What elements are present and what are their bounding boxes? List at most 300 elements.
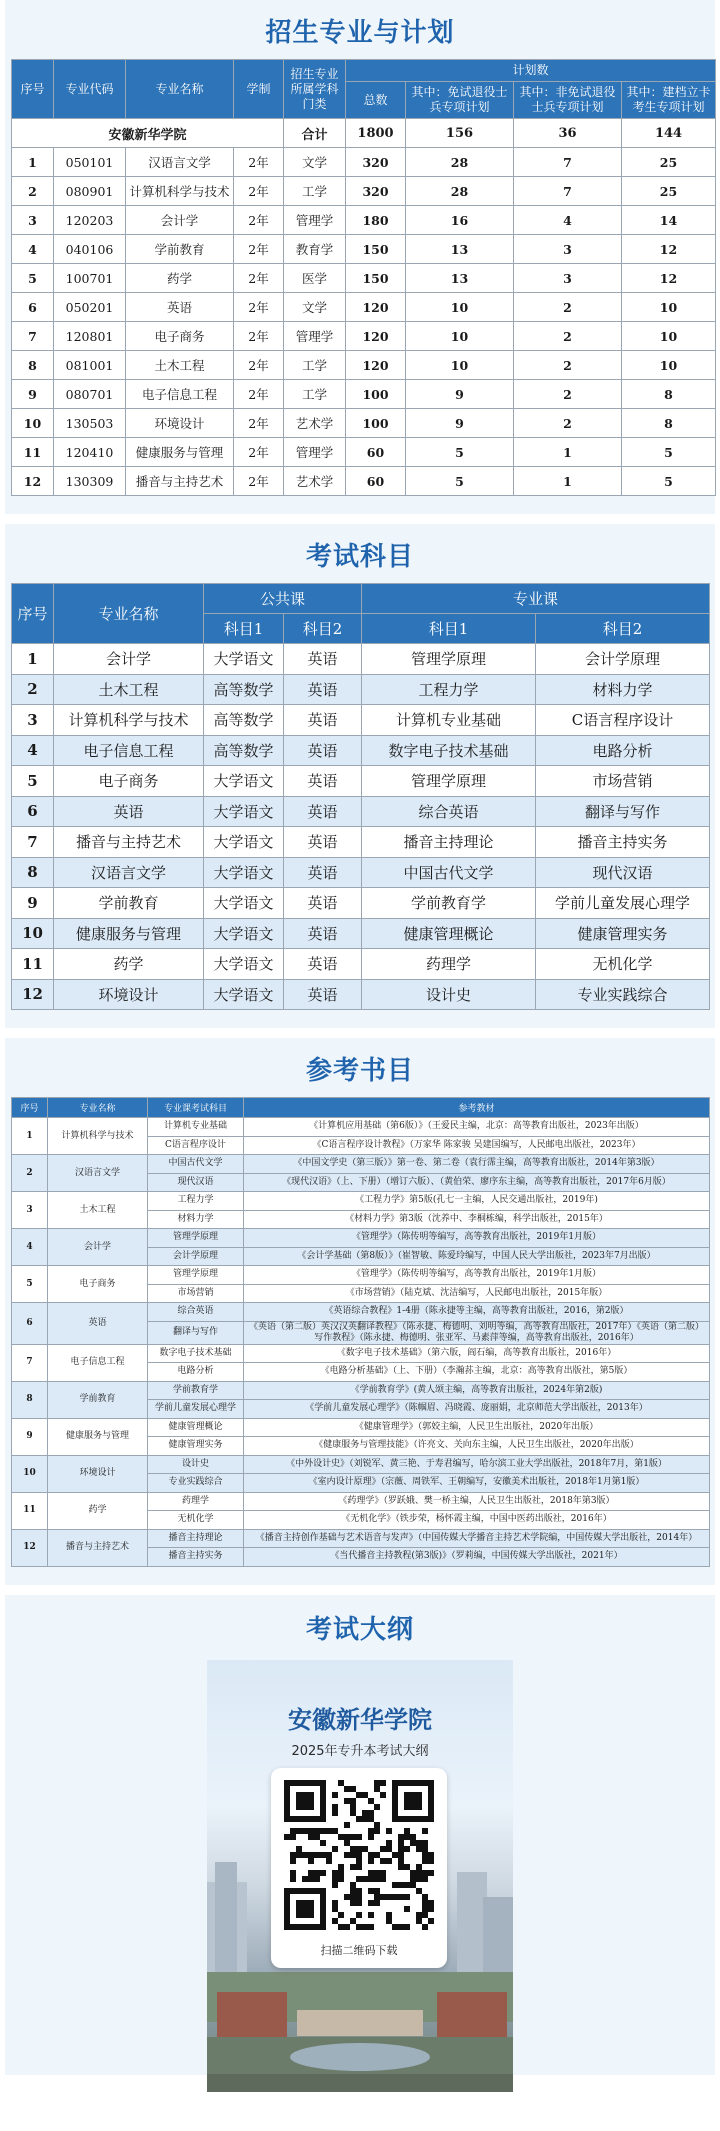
reference-book: 《中外设计史》（刘锐军、黄三艳、于寿君编写，哈尔滨工业大学出版社，2018年7月，第1版） [244,1455,710,1474]
row-no: 12 [12,979,54,1010]
row-no: 2 [12,1155,48,1192]
major-name: 汉语言文学 [54,857,204,888]
major-code: 081001 [54,351,126,380]
reference-book: 《C语言程序设计教程》（万家华 陈家骏 吴建国编写，人民邮电出版社，2023年） [244,1136,710,1155]
header-public: 公共课 [204,584,362,614]
reference-book: 《药理学》（罗跃娥、樊一桥主编，人民卫生出版社，2018年第3版） [244,1492,710,1511]
table-row [12,766,710,797]
exam-subject: 计算机专业基础 [148,1118,244,1137]
row-no: 6 [12,293,54,322]
table-row [12,949,710,980]
major-name: 会计学 [48,1229,148,1266]
table-row [12,1303,710,1322]
exam-subject: 设计史 [148,1455,244,1474]
header-book: 参考教材 [244,1098,710,1118]
row-no: 2 [12,674,54,705]
major-subject-2: 健康管理实务 [536,918,710,949]
total-c3: 144 [622,119,716,148]
major-subject-2: 电路分析 [536,735,710,766]
row-no: 11 [12,438,54,467]
exam-subject: 播音主持理论 [148,1529,244,1548]
exam-subject: 健康管理概论 [148,1418,244,1437]
table-row [12,827,710,858]
plan-total: 120 [346,293,406,322]
header-plan: 计划数 [346,60,716,82]
public-subject-2: 英语 [284,918,362,949]
table-row [12,177,716,206]
major-name: 学前教育 [126,235,234,264]
exam-subjects-title: 考试科目 [305,542,414,572]
table-row [12,857,710,888]
header-duration: 学制 [234,60,284,119]
major-subject-1: 管理学原理 [362,766,536,797]
major-name: 学前教育 [48,1381,148,1418]
major-name: 英语 [126,293,234,322]
table-row [12,1266,710,1285]
poster-subtitle: 2025年专升本考试大纲 [291,1743,429,1759]
exam-subject: 播音主持实务 [148,1548,244,1567]
exam-subject: 数字电子技术基础 [148,1344,244,1363]
major-name: 药学 [54,949,204,980]
row-no: 6 [12,796,54,827]
exam-subject: 电路分析 [148,1363,244,1382]
major-code: 080901 [54,177,126,206]
header-major: 专业课 [362,584,710,614]
row-no: 10 [12,1455,48,1492]
header-major-s2: 科目2 [536,614,710,644]
category: 文学 [284,148,346,177]
major-subject-2: 市场营销 [536,766,710,797]
plan-c3: 25 [622,148,716,177]
plan-c3: 14 [622,206,716,235]
major-name: 播音与主持艺术 [48,1529,148,1566]
major-subject-2: 现代汉语 [536,857,710,888]
reference-book: 《英语综合教程》1-4册（陈永捷等主编，高等教育出版社，2016，第2版） [244,1303,710,1322]
enrollment-plan-title: 招生专业与计划 [265,18,455,48]
reference-book: 《学前教育学》(黄人颂主编，高等教育出版社，2024年第2版) [244,1381,710,1400]
header-no: 序号 [12,60,54,119]
table-row [12,467,716,496]
public-subject-1: 大学语文 [204,796,284,827]
exam-subject: 会计学原理 [148,1247,244,1266]
plan-c2: 2 [514,380,622,409]
major-code: 080701 [54,380,126,409]
plan-c1: 13 [406,264,514,293]
row-no: 10 [12,409,54,438]
plan-total: 150 [346,264,406,293]
public-subject-2: 英语 [284,705,362,736]
outline-poster[interactable] [207,1660,513,2092]
public-subject-2: 英语 [284,827,362,858]
plan-c1: 28 [406,177,514,206]
plan-c1: 9 [406,409,514,438]
row-no: 7 [12,322,54,351]
row-no: 12 [12,467,54,496]
major-subject-2: 会计学原理 [536,644,710,675]
table-row [12,293,716,322]
row-no: 8 [12,1381,48,1418]
duration: 2年 [234,148,284,177]
public-subject-1: 大学语文 [204,888,284,919]
header-category: 招生专业所属学科门类 [284,60,346,119]
table-row [12,409,716,438]
major-name: 汉语言文学 [48,1155,148,1192]
category: 管理学 [284,206,346,235]
category: 文学 [284,293,346,322]
duration: 2年 [234,293,284,322]
qr-code-icon[interactable] [284,1780,434,1930]
table-row [12,235,716,264]
major-subject-1: 工程力学 [362,674,536,705]
reference-book: 《学前儿童发展心理学》（陈帼眉、冯晓霞、庞丽娟，北京师范大学出版社，2013年） [244,1400,710,1419]
row-no: 12 [12,1529,48,1566]
row-no: 6 [12,1303,48,1345]
public-subject-1: 高等数学 [204,735,284,766]
table-row [12,380,716,409]
major-name: 电子信息工程 [54,735,204,766]
major-name: 土木工程 [126,351,234,380]
reference-book: 《健康管理学》（郭姣主编，人民卫生出版社，2020年出版） [244,1418,710,1437]
row-no: 1 [12,148,54,177]
reference-book: 《播音主持创作基础与艺术语音与发声》（中国传媒大学播音主持艺术学院编，中国传媒大学出版社，2014年） [244,1529,710,1548]
plan-c3: 10 [622,322,716,351]
row-no: 1 [12,644,54,675]
exam-subject: 药理学 [148,1492,244,1511]
exam-subject: 综合英语 [148,1303,244,1322]
row-no: 11 [12,1492,48,1529]
public-subject-2: 英语 [284,766,362,797]
public-subject-2: 英语 [284,796,362,827]
public-subject-2: 英语 [284,674,362,705]
public-subject-1: 高等数学 [204,705,284,736]
table-row [12,1155,710,1174]
major-subject-1: 计算机专业基础 [362,705,536,736]
public-subject-1: 高等数学 [204,674,284,705]
reference-book: 《管理学》（陈传明等编写，高等教育出版社，2019年1月版） [244,1266,710,1285]
major-name: 土木工程 [54,674,204,705]
row-no: 8 [12,351,54,380]
public-subject-1: 大学语文 [204,949,284,980]
major-name: 计算机科学与技术 [48,1118,148,1155]
major-name: 汉语言文学 [126,148,234,177]
major-name: 播音与主持艺术 [126,467,234,496]
plan-c3: 5 [622,438,716,467]
table-row [12,264,716,293]
major-name: 电子信息工程 [126,380,234,409]
major-code: 050201 [54,293,126,322]
major-name: 药学 [48,1492,148,1529]
row-no: 11 [12,949,54,980]
major-subject-1: 综合英语 [362,796,536,827]
reference-book: 《室内设计原理》（宗薇、周铁军、王朝编写，安徽美术出版社，2018年1月第1版） [244,1474,710,1493]
header-code: 专业代码 [54,60,126,119]
major-subject-1: 学前教育学 [362,888,536,919]
major-name: 健康服务与管理 [48,1418,148,1455]
exam-subject: 翻译与写作 [148,1321,244,1344]
total-row [12,119,716,148]
reference-books-title: 参考书目 [305,1056,414,1086]
row-no: 7 [12,1344,48,1381]
school-name: 安徽新华学院 [12,119,284,148]
major-name: 会计学 [54,644,204,675]
reference-books-table [11,1097,710,1567]
public-subject-2: 英语 [284,949,362,980]
table-row [12,1455,710,1474]
plan-c2: 1 [514,438,622,467]
table-row [12,644,710,675]
public-subject-1: 大学语文 [204,979,284,1010]
major-code: 120410 [54,438,126,467]
table-row [12,1118,710,1137]
reference-book: 《会计学基础（第8版）》（崔智敏、陈爱玲编写，中国人民大学出版社，2023年7月出版） [244,1247,710,1266]
major-name: 健康服务与管理 [54,918,204,949]
major-code: 120203 [54,206,126,235]
row-no: 9 [12,1418,48,1455]
plan-c3: 10 [622,293,716,322]
major-subject-2: 专业实践综合 [536,979,710,1010]
major-name: 电子商务 [54,766,204,797]
total-c2: 36 [514,119,622,148]
category: 管理学 [284,438,346,467]
enrollment-plan-table [11,59,716,496]
reference-book: 《现代汉语》（上、下册）（增订六版）、（黄伯荣、廖序东主编，高等教育出版社，2017年6月版） [244,1173,710,1192]
plan-c2: 2 [514,322,622,351]
major-code: 050101 [54,148,126,177]
plan-total: 60 [346,438,406,467]
public-subject-2: 英语 [284,979,362,1010]
table-row [12,148,716,177]
category: 艺术学 [284,467,346,496]
table-row [12,705,710,736]
plan-c3: 25 [622,177,716,206]
plan-c1: 10 [406,322,514,351]
duration: 2年 [234,380,284,409]
table-row [12,438,716,467]
public-subject-1: 大学语文 [204,766,284,797]
reference-book: 《电路分析基础》（上、下册）（李瀚荪主编，北京：高等教育出版社，第5版） [244,1363,710,1382]
row-no: 10 [12,918,54,949]
reference-book: 《市场营销》（陆克斌、沈洁编写，人民邮电出版社，2015年版） [244,1284,710,1303]
reference-book: 《计算机应用基础（第6版）》（王爱民主编，北京：高等教育出版社，2023年出版） [244,1118,710,1137]
major-subject-2: 材料力学 [536,674,710,705]
table-row [12,1529,710,1548]
major-subject-1: 健康管理概论 [362,918,536,949]
table-row [12,796,710,827]
major-subject-1: 管理学原理 [362,644,536,675]
row-no: 5 [12,264,54,293]
plan-c1: 16 [406,206,514,235]
major-code: 100701 [54,264,126,293]
public-subject-1: 大学语文 [204,644,284,675]
exam-subject: 管理学原理 [148,1266,244,1285]
reference-book: 《数字电子技术基础》（第六版，阎石编，高等教育出版社，2016年） [244,1344,710,1363]
major-subject-1: 播音主持理论 [362,827,536,858]
poster-title: 安徽新华学院 [288,1705,432,1734]
reference-book: 《无机化学》（铁步荣，杨怀霞主编，中国中医药出版社，2016年） [244,1511,710,1530]
category: 工学 [284,380,346,409]
plan-c1: 13 [406,235,514,264]
table-row [12,735,710,766]
major-name: 土木工程 [48,1192,148,1229]
table-row [12,979,710,1010]
plan-c1: 5 [406,467,514,496]
table-row [12,918,710,949]
plan-c3: 12 [622,235,716,264]
plan-c2: 3 [514,235,622,264]
major-name: 电子信息工程 [48,1344,148,1381]
major-name: 计算机科学与技术 [54,705,204,736]
major-code: 040106 [54,235,126,264]
major-name: 电子商务 [126,322,234,351]
header-c1: 其中：免试退役士兵专项计划 [406,82,514,119]
plan-c2: 3 [514,264,622,293]
row-no: 3 [12,1192,48,1229]
duration: 2年 [234,206,284,235]
total-all: 1800 [346,119,406,148]
table-row [12,206,716,235]
exam-subject: 中国古代文学 [148,1155,244,1174]
exam-outline-section [5,1595,715,2075]
row-no: 1 [12,1118,48,1155]
public-subject-2: 英语 [284,735,362,766]
major-subject-1: 中国古代文学 [362,857,536,888]
exam-subject: 现代汉语 [148,1173,244,1192]
exam-subject: 工程力学 [148,1192,244,1211]
plan-total: 120 [346,351,406,380]
category: 医学 [284,264,346,293]
plan-total: 150 [346,235,406,264]
major-code: 130503 [54,409,126,438]
category: 工学 [284,351,346,380]
plan-total: 120 [346,322,406,351]
table-row [12,1492,710,1511]
public-subject-2: 英语 [284,888,362,919]
major-name: 药学 [126,264,234,293]
plan-total: 320 [346,148,406,177]
reference-book: 《管理学》（陈传明等编写，高等教育出版社，2019年1月版） [244,1229,710,1248]
exam-subject: 学前教育学 [148,1381,244,1400]
enrollment-plan-section [5,0,715,514]
table-row [12,1192,710,1211]
duration: 2年 [234,264,284,293]
public-subject-1: 大学语文 [204,918,284,949]
duration: 2年 [234,438,284,467]
row-no: 4 [12,235,54,264]
table-row [12,1418,710,1437]
major-subject-2: 播音主持实务 [536,827,710,858]
duration: 2年 [234,177,284,206]
exam-subject: 市场营销 [148,1284,244,1303]
exam-subjects-section [5,524,715,1028]
table-row [12,888,710,919]
plan-total: 320 [346,177,406,206]
reference-book: 《工程力学》第5版(孔七一主编，人民交通出版社，2019年) [244,1192,710,1211]
header-no: 序号 [12,584,54,644]
plan-c2: 4 [514,206,622,235]
plan-c2: 2 [514,351,622,380]
row-no: 5 [12,766,54,797]
exam-subject: 管理学原理 [148,1229,244,1248]
plan-c1: 10 [406,293,514,322]
major-name: 环境设计 [48,1455,148,1492]
row-no: 9 [12,888,54,919]
public-subject-2: 英语 [284,857,362,888]
table-row [12,674,710,705]
header-public-s1: 科目1 [204,614,284,644]
public-subject-1: 大学语文 [204,827,284,858]
duration: 2年 [234,322,284,351]
plan-c2: 2 [514,293,622,322]
major-subject-2: 学前儿童发展心理学 [536,888,710,919]
major-subject-2: 无机化学 [536,949,710,980]
major-name: 环境设计 [54,979,204,1010]
plan-c3: 8 [622,380,716,409]
header-c3: 其中：建档立卡考生专项计划 [622,82,716,119]
table-row [12,351,716,380]
plan-c2: 2 [514,409,622,438]
major-subject-1: 数字电子技术基础 [362,735,536,766]
major-name: 播音与主持艺术 [54,827,204,858]
row-no: 3 [12,206,54,235]
plan-total: 100 [346,409,406,438]
major-code: 120801 [54,322,126,351]
qr-caption: 扫描二维码下载 [320,1943,398,1957]
duration: 2年 [234,351,284,380]
plan-total: 180 [346,206,406,235]
major-subject-1: 药理学 [362,949,536,980]
major-code: 130309 [54,467,126,496]
category: 艺术学 [284,409,346,438]
major-name: 计算机科学与技术 [126,177,234,206]
header-c2: 其中：非免试退役士兵专项计划 [514,82,622,119]
plan-c2: 1 [514,467,622,496]
header-major-name: 专业名称 [54,584,204,644]
exam-subject: 学前儿童发展心理学 [148,1400,244,1419]
exam-subject: 无机化学 [148,1511,244,1530]
duration: 2年 [234,467,284,496]
exam-subjects-table [11,583,710,1010]
header-major-s1: 科目1 [362,614,536,644]
row-no: 9 [12,380,54,409]
table-row [12,322,716,351]
plan-c1: 5 [406,438,514,467]
total-label: 合计 [284,119,346,148]
plan-total: 60 [346,467,406,496]
header-subject: 专业课考试科目 [148,1098,244,1118]
plan-c1: 9 [406,380,514,409]
header-major-name: 专业名称 [48,1098,148,1118]
table-row [12,1381,710,1400]
reference-book: 《英语（第二版）英汉汉英翻译教程》（陈永捷、梅德明、刘明等编，高等教育出版社，2017年）《英语（第二版）写作教程》（陈永捷、梅德明、张亚军、马素萍等编，高等教育出版社，2016年） [244,1321,710,1344]
duration: 2年 [234,235,284,264]
reference-books-section [5,1038,715,1585]
category: 管理学 [284,322,346,351]
reference-book: 《健康服务与管理技能》（许亮文、关向东主编，人民卫生出版社，2020年出版） [244,1437,710,1456]
exam-subject: 材料力学 [148,1210,244,1229]
row-no: 2 [12,177,54,206]
header-major-name: 专业名称 [126,60,234,119]
public-subject-2: 英语 [284,644,362,675]
category: 工学 [284,177,346,206]
qr-card[interactable] [271,1768,447,1968]
reference-book: 《材料力学》第3版（沈养中、李桐栋编，科学出版社，2015年） [244,1210,710,1229]
plan-c2: 7 [514,148,622,177]
plan-c3: 5 [622,467,716,496]
row-no: 7 [12,827,54,858]
major-name: 学前教育 [54,888,204,919]
row-no: 3 [12,705,54,736]
exam-subject: C语言程序设计 [148,1136,244,1155]
